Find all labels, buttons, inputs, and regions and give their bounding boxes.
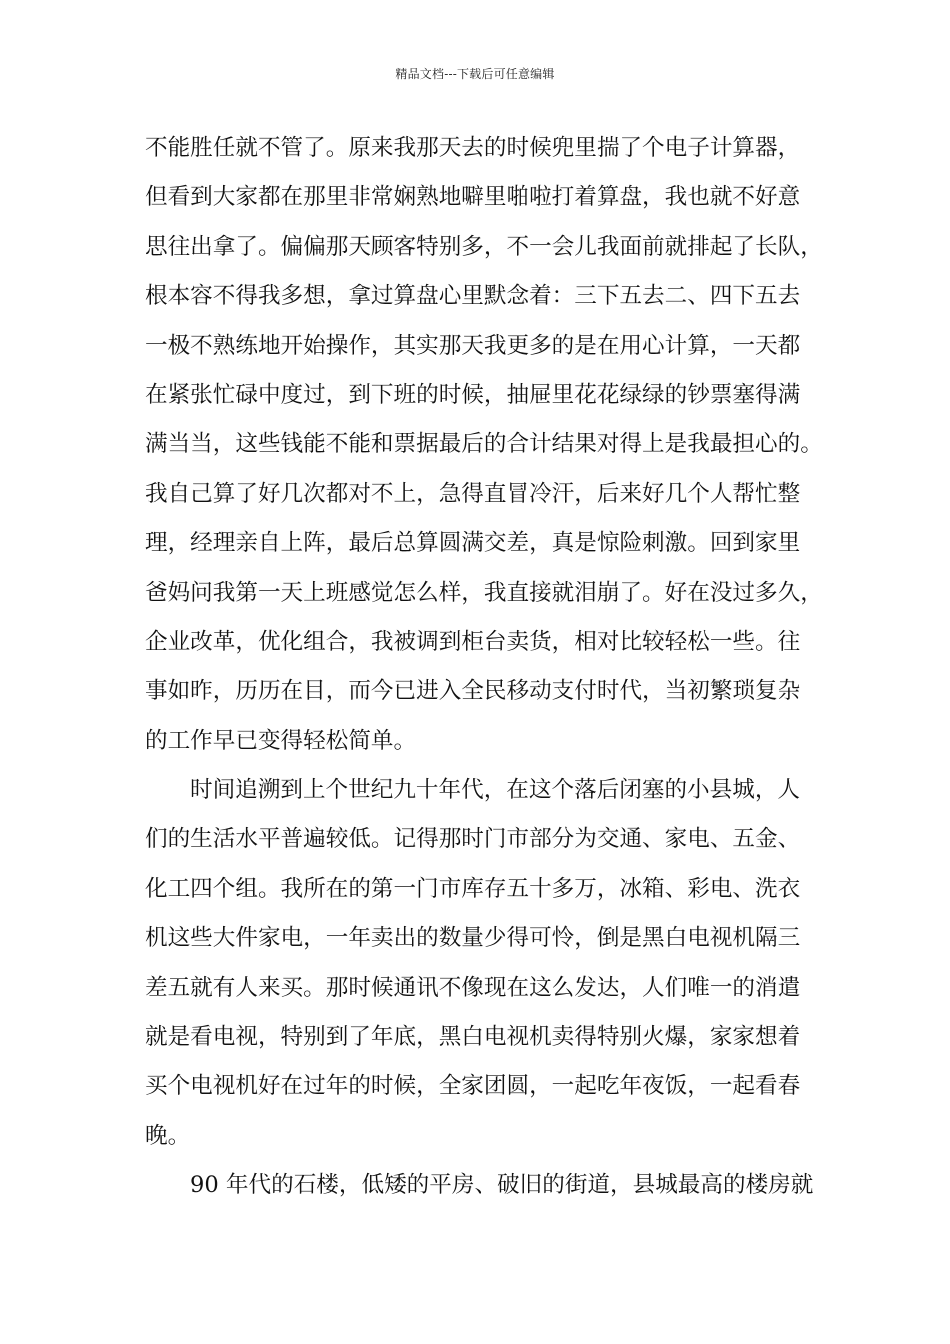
text-line: 的工作早已变得轻松简单。 [145,727,417,754]
text-line: 理，经理亲自上阵，最后总算圆满交差，真是惊险刺激。回到家里 [145,530,801,557]
text-line: 一极不熟练地开始操作，其实那天我更多的是在用心计算，一天都 [145,332,801,359]
text-line: 思往出拿了。偏偏那天顾客特别多，不一会儿我面前就排起了长队， [145,233,823,260]
text-line: 我自己算了好几次都对不上，急得直冒冷汗，后来好几个人帮忙整 [145,480,801,507]
text-line: 机这些大件家电，一年卖出的数量少得可怜，倒是黑白电视机隔三 [145,925,801,952]
text-line: 们的生活水平普遍较低。记得那时门市部分为交通、家电、五金、 [145,826,801,853]
text-line: 差五就有人来买。那时候通讯不像现在这么发达，人们唯一的消遣 [145,974,801,1001]
text-line: 爸妈问我第一天上班感觉怎么样，我直接就泪崩了。好在没过多久， [145,579,823,606]
text-line: 就是看电视，特别到了年底，黑白电视机卖得特别火爆，家家想着 [145,1024,801,1051]
text-line: 但看到大家都在那里非常娴熟地噼里啪啦打着算盘，我也就不好意 [145,184,801,211]
page-header: 精品文档---下载后可任意编辑 [395,67,555,81]
paragraph-start-line: 时间追溯到上个世纪九十年代，在这个落后闭塞的小县城，人 [190,777,801,804]
text-line: 根本容不得我多想，拿过算盘心里默念着：三下五去二、四下五去 [145,283,801,310]
body-text [145,128,823,1215]
text-line: 买个电视机好在过年的时候，全家团圆，一起吃年夜饭，一起看春 [145,1073,801,1100]
text-line: 不能胜任就不管了。原来我那天去的时候兜里揣了个电子计算器， [145,135,801,161]
text-line: 化工四个组。我所在的第一门市库存五十多万，冰箱、彩电、洗衣 [145,875,801,902]
text-line: 企业改革，优化组合，我被调到柜台卖货，相对比较轻松一些。往 [145,628,801,655]
text-line: 满当当，这些钱能不能和票据最后的合计结果对得上是我最担心的。 [145,431,823,458]
paragraph-start-line: 90 年代的石楼，低矮的平房、破旧的街道，县城最高的楼房就 [190,1172,814,1199]
text-line: 事如昨，历历在目，而今已进入全民移动支付时代，当初繁琐复杂 [145,678,801,705]
text-line: 在紧张忙碌中度过，到下班的时候，抽屉里花花绿绿的钞票塞得满 [145,381,801,408]
text-line: 晚。 [145,1122,191,1149]
